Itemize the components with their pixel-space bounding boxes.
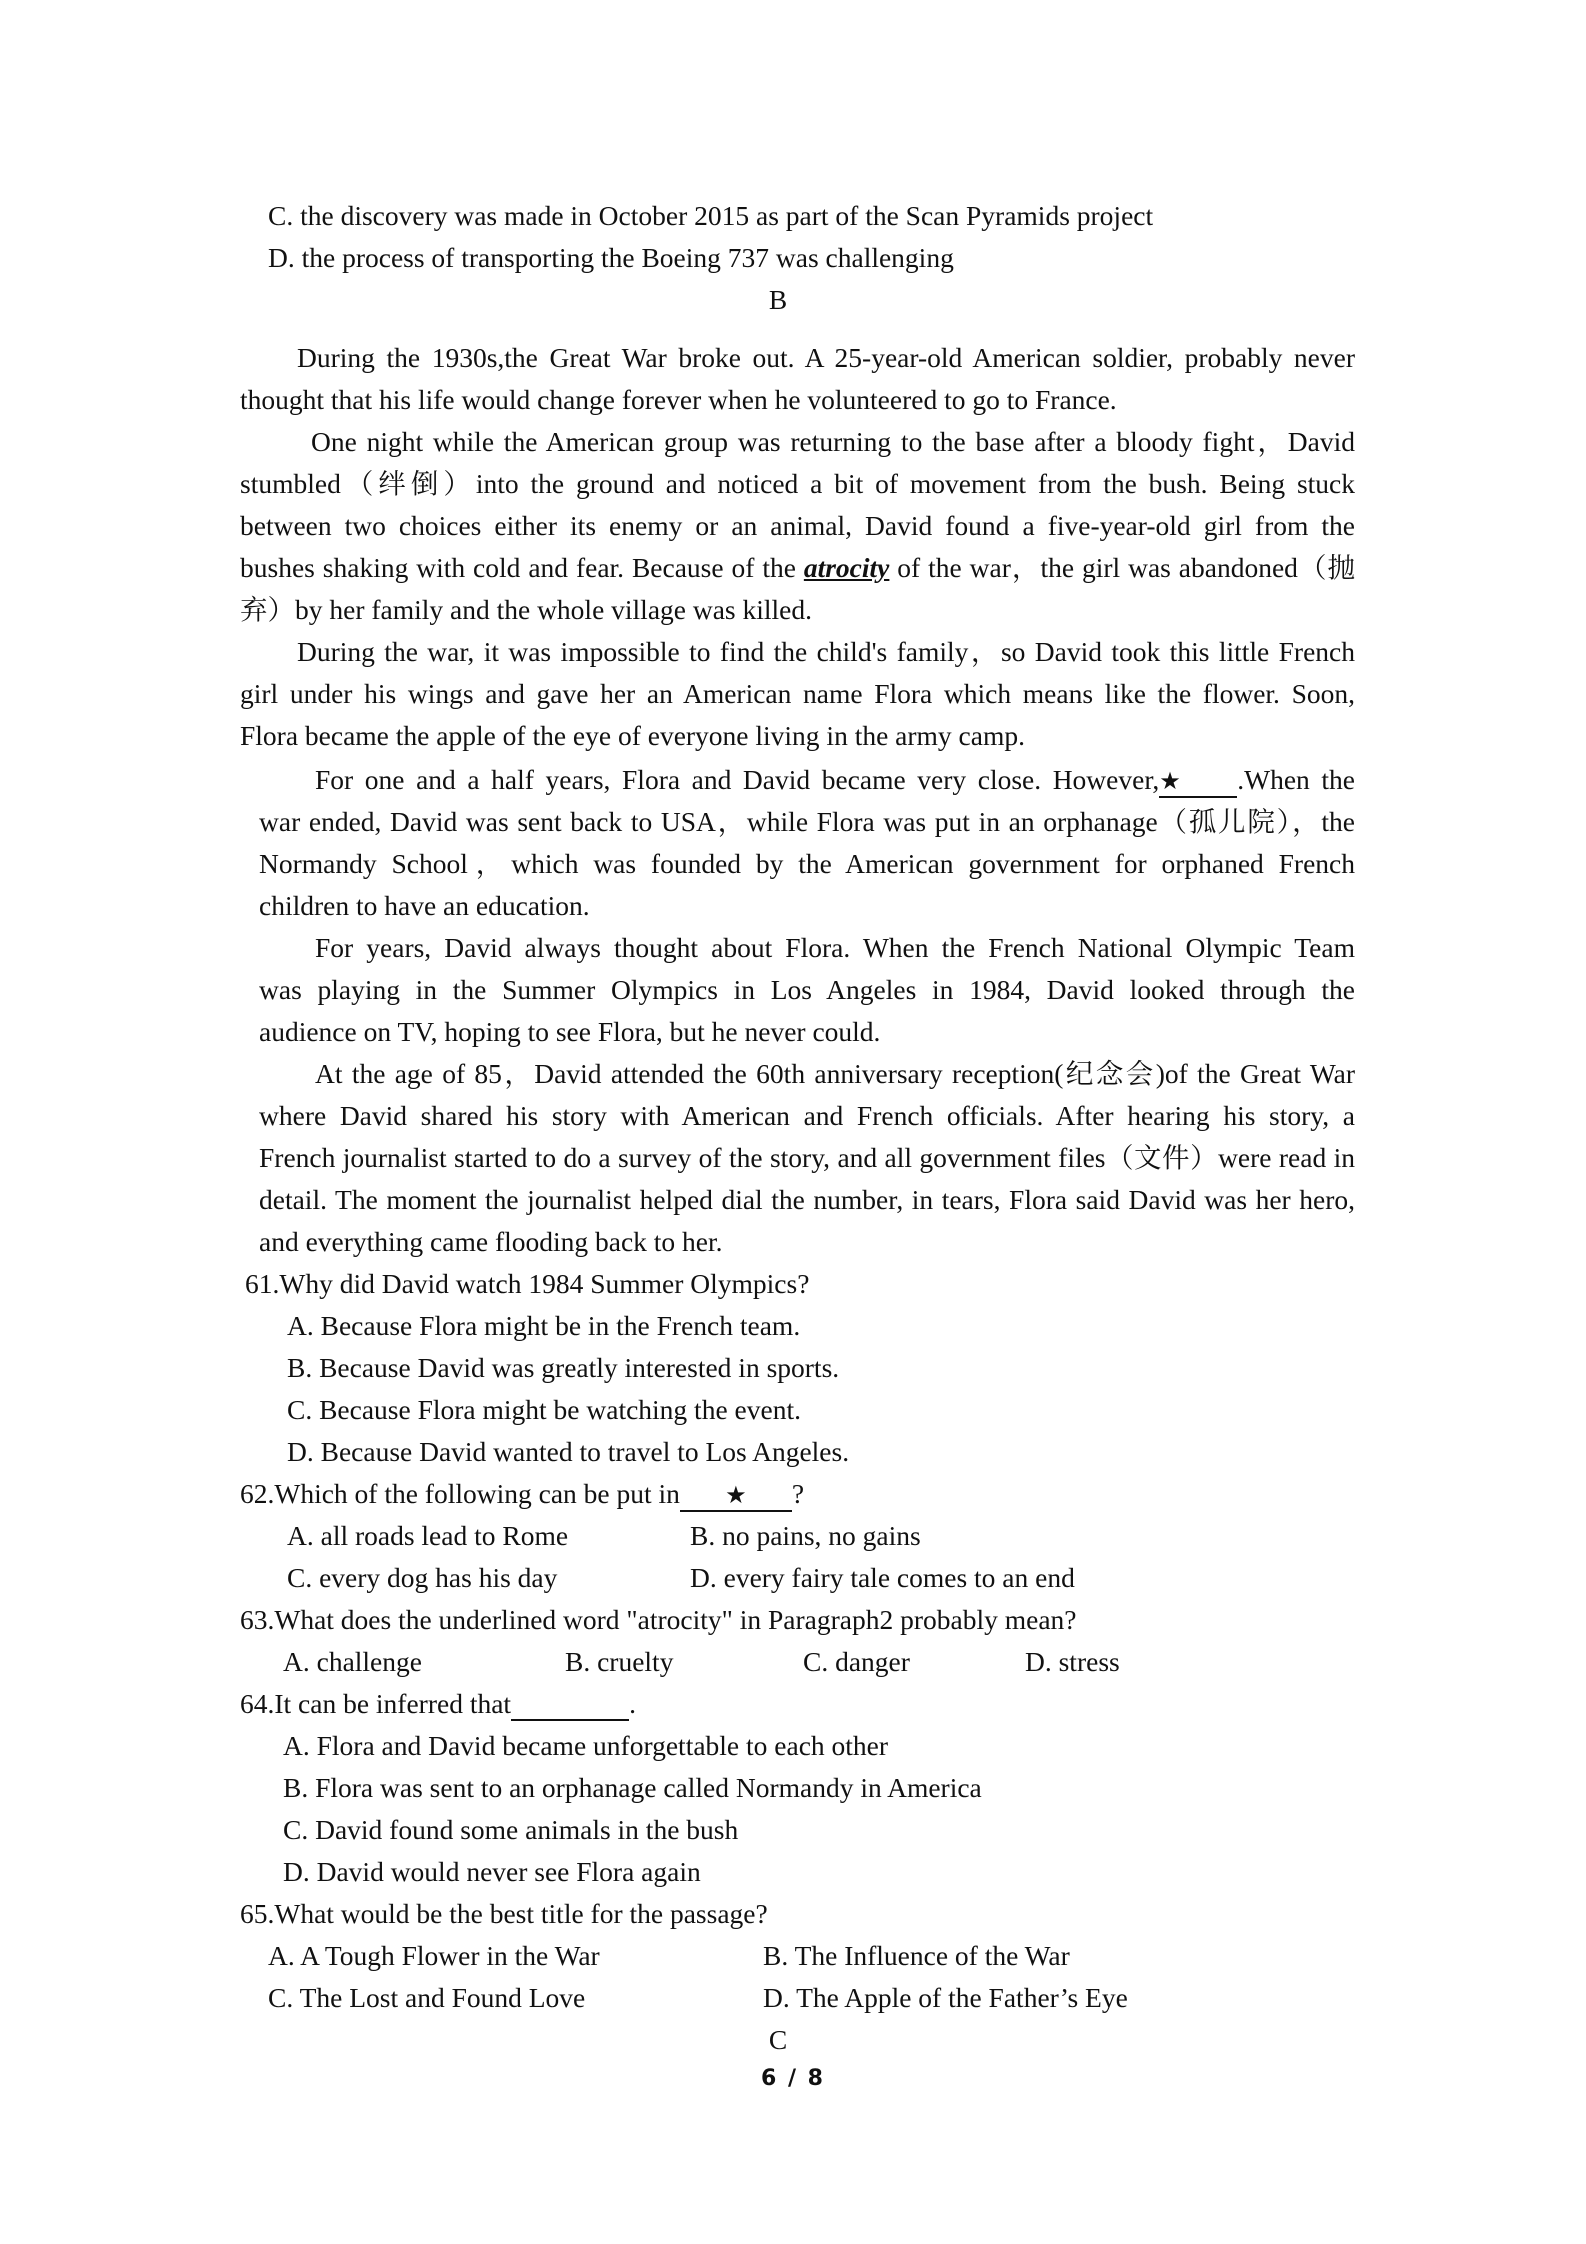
passage-text: of the war，the girl was abandoned（抛: [889, 552, 1355, 583]
passage-line: Flora became the apple of the eye of everyone living in the army camp.: [240, 720, 1025, 751]
answer-blank: [511, 1689, 629, 1721]
q65-option-c: C. The Lost and Found Love: [268, 1982, 586, 2013]
passage-line: was playing in the Summer Olympics in Los Angeles in 1984, David looked through the: [259, 974, 1355, 1005]
q65-option-d: D. The Apple of the Father’s Eye: [763, 1982, 1128, 2013]
passage-line: girl under his wings and gave her an American name Flora which means like the flower. Soon,: [240, 678, 1355, 709]
passage-line: 弃）by her family and the whole village was killed.: [240, 594, 813, 625]
q63-option-c: C. danger: [803, 1646, 910, 1677]
q64-stem-end: .: [629, 1688, 636, 1719]
q62-stem-text: 62.Which of the following can be put in: [240, 1478, 680, 1509]
question-63-stem: 63.What does the underlined word "atrocity" in Paragraph2 probably mean?: [240, 1604, 1077, 1635]
section-heading-c: C: [768, 2024, 788, 2055]
passage-line: stumbled（绊倒）into the ground and noticed a bit of movement from the bush. Being stuck: [240, 468, 1355, 499]
q61-option-b: B. Because David was greatly interested in sports.: [287, 1352, 840, 1383]
q63-option-b: B. cruelty: [565, 1646, 674, 1677]
q65-option-a: A. A Tough Flower in the War: [268, 1940, 600, 1971]
q63-option-a: A. challenge: [283, 1646, 422, 1677]
passage-line: detail. The moment the journalist helped dial the number, in tears, Flora said David was her hero,: [259, 1184, 1355, 1215]
passage-line: and everything came flooding back to her.: [259, 1226, 723, 1257]
q65-option-b: B. The Influence of the War: [763, 1940, 1070, 1971]
q62-option-a: A. all roads lead to Rome: [287, 1520, 569, 1551]
passage-line: where David shared his story with American and French officials. After hearing his story, a: [259, 1100, 1355, 1131]
q64-stem-text: 64.It can be inferred that: [240, 1688, 512, 1719]
q62-option-d: D. every fairy tale comes to an end: [690, 1562, 1075, 1593]
section-heading-b: B: [768, 284, 788, 315]
star-icon: ★: [725, 1481, 747, 1509]
q64-option-b: B. Flora was sent to an orphanage called Normandy in America: [283, 1772, 982, 1803]
question-61-stem: 61.Why did David watch 1984 Summer Olympics?: [245, 1268, 810, 1299]
q63-option-d: D. stress: [1025, 1646, 1120, 1677]
q64-option-c: C. David found some animals in the bush: [283, 1814, 739, 1845]
answer-blank-star: [1159, 765, 1237, 798]
passage-text: For one and a half years, Flora and David became very close. However,: [315, 764, 1160, 795]
passage-line: [315, 759, 1355, 801]
q64-option-d: D. David would never see Flora again: [283, 1856, 701, 1887]
passage-line: Normandy School，which was founded by the American government for orphaned French: [259, 848, 1355, 879]
star-icon: ★: [1159, 767, 1181, 795]
passage-line: At the age of 85，David attended the 60th anniversary reception(纪念会)of the Great War: [315, 1058, 1355, 1089]
question-64-stem: [240, 1683, 636, 1725]
passage-line: between two choices either its enemy or an animal, David found a five-year-old girl from the: [240, 510, 1355, 541]
passage-line: [240, 547, 1355, 589]
answer-blank-star: [680, 1479, 792, 1512]
option-d-prev: D. the process of transporting the Boeing 737 was challenging: [268, 242, 954, 273]
passage-line: war ended, David was sent back to USA，while Flora was put in an orphanage（孤儿院），the: [259, 806, 1355, 837]
passage-text: .When the: [1237, 764, 1355, 795]
passage-line: audience on TV, hoping to see Flora, but he never could.: [259, 1016, 881, 1047]
passage-line: thought that his life would change forever when he volunteered to go to France.: [240, 384, 1117, 415]
q61-option-d: D. Because David wanted to travel to Los Angeles.: [287, 1436, 850, 1467]
page-number: 6 / 8: [761, 2066, 825, 2091]
passage-line: During the war, it was impossible to find the child's family，so David took this little French: [297, 636, 1355, 667]
q61-option-a: A. Because Flora might be in the French team.: [287, 1310, 801, 1341]
passage-line: children to have an education.: [259, 890, 590, 921]
passage-line: For years, David always thought about Flora. When the French National Olympic Team: [315, 932, 1355, 963]
question-65-stem: 65.What would be the best title for the passage?: [240, 1898, 768, 1929]
q62-option-b: B. no pains, no gains: [690, 1520, 921, 1551]
q61-option-c: C. Because Flora might be watching the event.: [287, 1394, 801, 1425]
question-62-stem: [240, 1473, 804, 1515]
q62-option-c: C. every dog has his day: [287, 1562, 558, 1593]
passage-line: During the 1930s,the Great War broke out. A 25-year-old American soldier, probably never: [297, 342, 1355, 373]
underlined-word-atrocity: atrocity: [803, 552, 890, 583]
q64-option-a: A. Flora and David became unforgettable to each other: [283, 1730, 889, 1761]
passage-line: One night while the American group was returning to the base after a bloody fight，David: [311, 426, 1355, 457]
option-c-prev: C. the discovery was made in October 2015 as part of the Scan Pyramids project: [268, 200, 1154, 231]
passage-text: bushes shaking with cold and fear. Because of the: [240, 552, 804, 583]
q62-stem-end: ?: [791, 1478, 805, 1509]
passage-line: French journalist started to do a survey of the story, and all government files（文件）were read in: [259, 1142, 1355, 1173]
